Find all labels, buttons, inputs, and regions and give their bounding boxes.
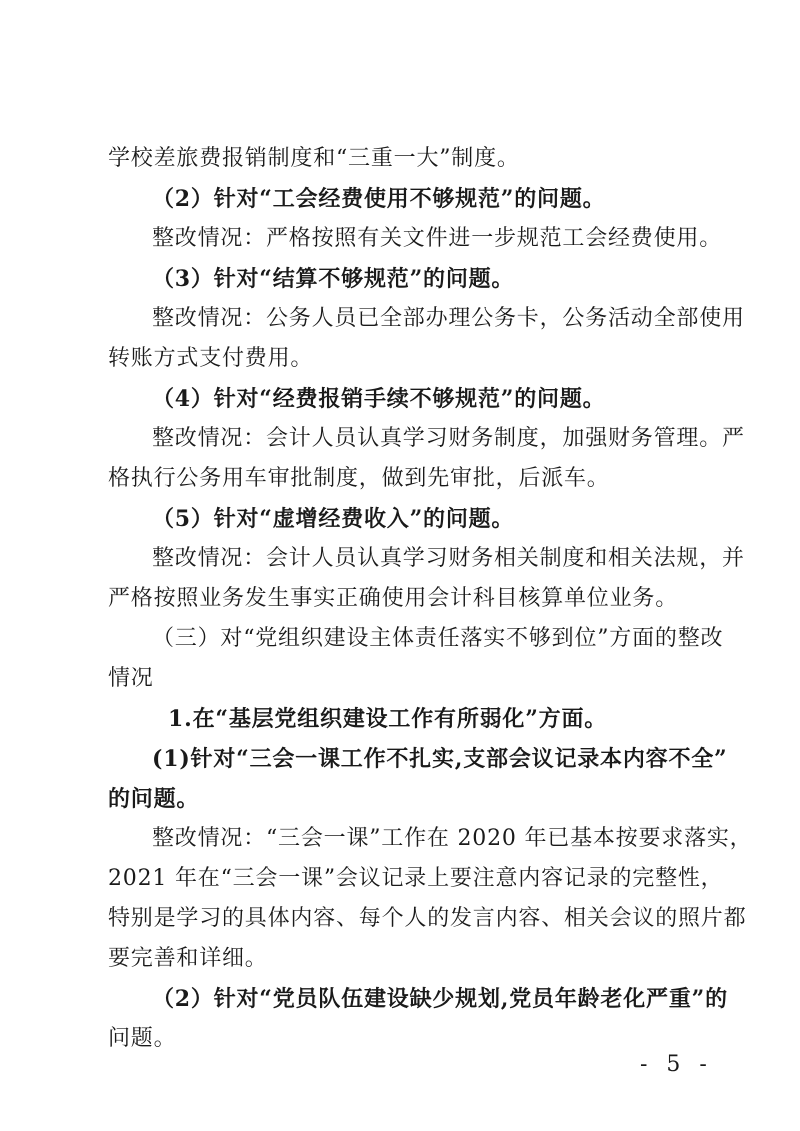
text-line: 问题。 [108, 1026, 177, 1051]
section-heading: 情况 [108, 666, 154, 691]
subheading: （2）针对“工会经费使用不够规范”的问题。 [152, 186, 606, 212]
text-line: 整改情况：会计人员认真学习财务制度，加强财务管理。严 [152, 426, 745, 451]
subheading: （5）针对“虚增经费收入”的问题。 [152, 506, 515, 532]
text-line: 学校差旅费报销制度和“三重一大”制度。 [108, 146, 520, 171]
page-number: - 5 - [640, 1052, 713, 1077]
text-line: 严格按照业务发生事实正确使用会计科目核算单位业务。 [108, 586, 679, 611]
text-line: 整改情况：严格按照有关文件进一步规范工会经费使用。 [152, 226, 723, 251]
section-heading: （三）对“党组织建设主体责任落实不够到位”方面的整改 [152, 626, 724, 651]
text-line: 格执行公务用车审批制度，做到先审批，后派车。 [108, 466, 610, 491]
text-line: 转账方式支付费用。 [108, 346, 314, 371]
subheading: 1.在“基层党组织建设工作有所弱化”方面。 [168, 706, 608, 732]
text-line: 要完善和详细。 [108, 946, 268, 971]
text-line: 特别是学习的具体内容、每个人的发言内容、相关会议的照片都 [108, 906, 747, 931]
subheading: （2）针对“党员队伍建设缺少规划,党员年龄老化严重”的 [152, 986, 728, 1012]
text-line: 整改情况：公务人员已全部办理公务卡，公务活动全部使用 [152, 306, 745, 331]
subheading: 的问题。 [108, 786, 200, 812]
text-line: 整改情况：会计人员认真学习财务相关制度和相关法规，并 [152, 546, 745, 571]
text-line: 2021 年在“三会一课”会议记录上要注意内容记录的完整性， [108, 866, 724, 891]
text-line: 整改情况：“三会一课”工作在 2020 年已基本按要求落实， [152, 826, 753, 851]
subheading: （3）针对“结算不够规范”的问题。 [152, 266, 515, 292]
subheading: （4）针对“经费报销手续不够规范”的问题。 [152, 386, 606, 412]
subheading: (1)针对“三会一课工作不扎实,支部会议记录本内容不全” [152, 746, 728, 772]
